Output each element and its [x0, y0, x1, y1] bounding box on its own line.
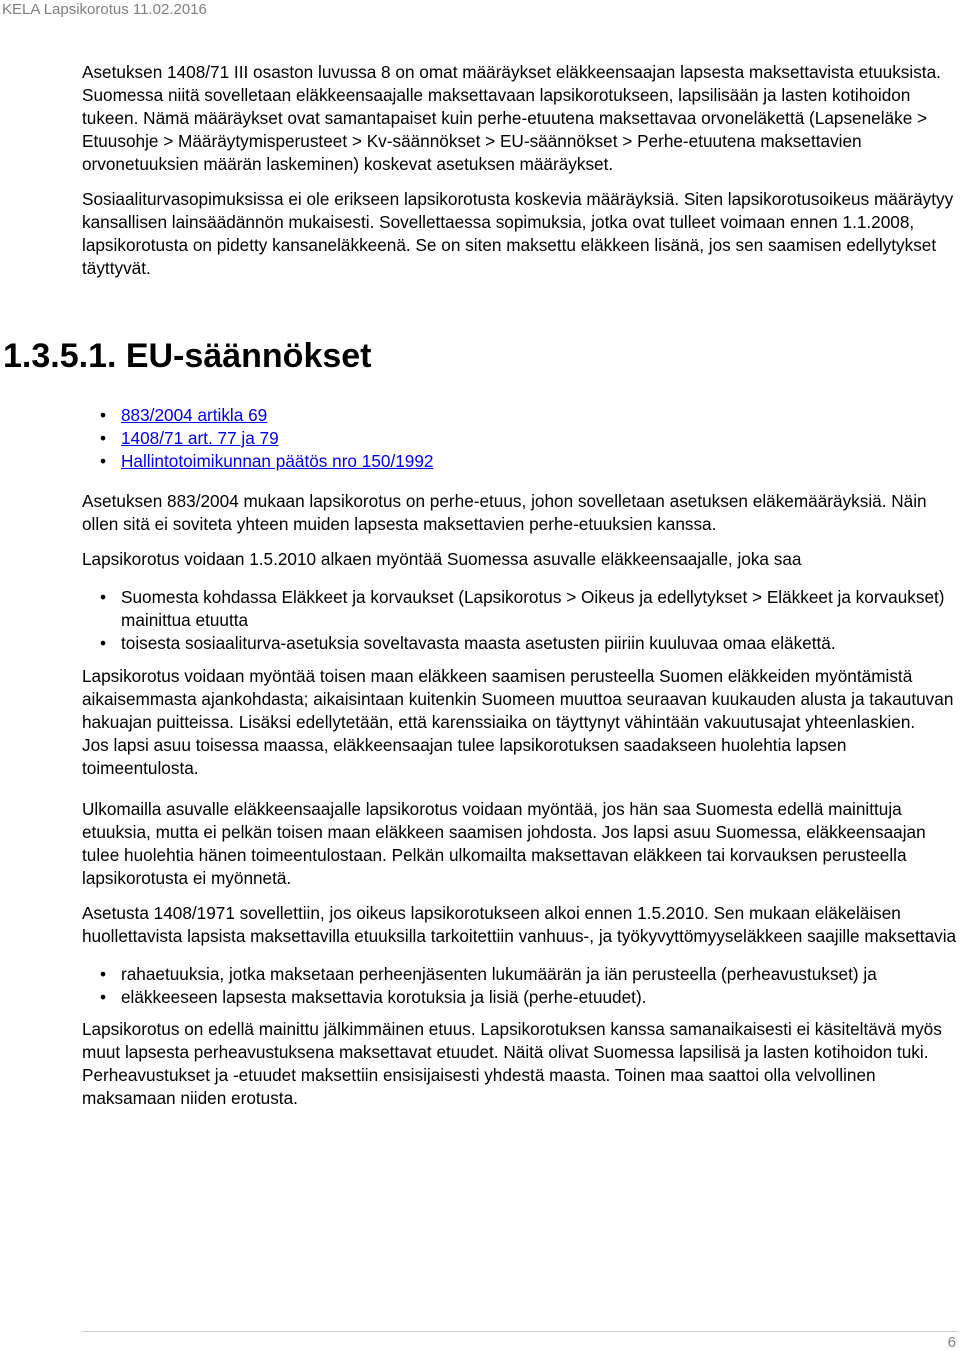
paragraph-social-security-agreements: Sosiaaliturvasopimuksissa ei ole erikseen lapsikorotusta koskevia määräyksiä. Siten lapsikorotusoikeus määräytyy kansallisen lainsäädännön mukaisesti. Sovellettaessa sopimuksia, jotka ovat tulleet voimaan ennen 1.1.2008, lapsikorotusta on pidetty kansaneläkkeenä. Se on siten maksettu eläkkeen lisänä, jos sen saamisen edellytykset täyttyvät.	[82, 189, 954, 278]
page-number: 6	[947, 1334, 956, 1351]
list-item	[82, 450, 958, 473]
paragraph-living-abroad: Ulkomailla asuvalle eläkkeensaajalle lapsikorotus voidaan myöntää, jos hän saa Suomesta edellä mainittuja etuuksia, mutta ei pelkän toisen maan eläkkeen saamisen johdosta. Jos lapsi asuu Suomessa, eläkkeensaajan tulee huolehtia hänen toimeentulostaan. Pelkän ulkomailta maksettavan eläkkeen tai korvauksen perusteella lapsikorotusta ei myönnetä.	[82, 799, 926, 888]
document-header: KELA Lapsikorotus 11.02.2016	[2, 1, 207, 18]
paragraph-other-country-pension: Lapsikorotus voidaan myöntää toisen maan eläkkeen saamisen perusteella Suomen eläkkeiden myöntämistä aikaisemmasta ajankohdasta; aikaisintaan kuitenkin Suomeen muuttoa seuraavan kuukauden alusta ja takautuvan hakuajan puitteissa. Lisäksi edellytetään, että karenssiaika on täyttynyt vähintään vakuutusajat yhteenlaskien.	[82, 666, 954, 732]
paragraph-child-abroad: Jos lapsi asuu toisessa maassa, eläkkeensaajan tulee lapsikorotuksen saadakseen huolehtia lapsen toimeentulosta.	[82, 735, 847, 778]
document-body	[3, 61, 958, 1110]
paragraph-from-2010: Lapsikorotus voidaan 1.5.2010 alkaen myöntää Suomessa asuvalle eläkkeensaajalle, joka saa	[82, 549, 802, 569]
section-heading: 1.3.5.1. EU-säännökset	[3, 337, 372, 375]
list-item	[82, 404, 958, 427]
list-item: • Suomesta kohdassa Eläkkeet ja korvaukset (Lapsikorotus > Oikeus ja edellytykset > Eläkkeet ja korvaukset) mainittua etuutta	[82, 586, 958, 632]
link-decision-150-1992[interactable]: Hallintotoimikunnan päätös nro 150/1992	[121, 451, 434, 471]
paragraph-child-increase-summary: Lapsikorotus on edellä mainittu jälkimmäinen etuus. Lapsikorotuksen kanssa samanaikaisesti ei käsiteltävä myös muut lapsesta perheavustuksena maksettavat etuudet. Näitä olivat Suomessa lapsilisä ja lasten kotihoidon tuki. Perheavustukset ja -etuudet maksettiin ensisijaisesti yhdestä maasta. Toinen maa saattoi olla velvollinen maksamaan niiden erotusta.	[82, 1019, 942, 1108]
conditions-list	[82, 586, 958, 655]
reference-link-list	[82, 404, 958, 473]
footer-divider	[82, 1331, 958, 1332]
link-1408-71[interactable]: 1408/71 art. 77 ja 79	[121, 428, 279, 448]
list-item: • eläkkeeseen lapsesta maksettavia korotuksia ja lisiä (perhe-etuudet).	[82, 986, 958, 1009]
paragraph-883-2004: Asetuksen 883/2004 mukaan lapsikorotus on perhe-etuus, johon sovelletaan asetuksen eläkemääräyksiä. Näin ollen sitä ei soviteta yhteen muiden lapsesta maksettavien perhe-etuuksien kanssa.	[82, 491, 927, 534]
paragraph-regulation-1408-1971: Asetusta 1408/1971 sovellettiin, jos oikeus lapsikorotukseen alkoi ennen 1.5.2010. Sen mukaan eläkeläisen huollettavista lapsista maksettavilla etuuksilla tarkoitettiin vanhuus-, ja työkyvyttömyyseläkkeen saajille maksettavia	[82, 903, 957, 946]
benefits-list	[82, 963, 958, 1009]
link-883-2004[interactable]: 883/2004 artikla 69	[121, 405, 268, 425]
list-item	[82, 427, 958, 450]
list-item: • rahaetuuksia, jotka maksetaan perheenjäsenten lukumäärän ja iän perusteella (perheavustukset) ja	[82, 963, 958, 986]
list-item: • toisesta sosiaaliturva-asetuksia soveltavasta maasta asetusten piiriin kuuluvaa omaa eläkettä.	[82, 632, 958, 655]
paragraph-eu-regulation-1408: Asetuksen 1408/71 III osaston luvussa 8 on omat määräykset eläkkeensaajan lapsesta maksettavista etuuksista. Suomessa niitä sovelletaan eläkkeensaajalle maksettavaan lapsikorotukseen, lapsilisään ja lasten kotihoidon tukeen. Nämä määräykset ovat samantapaiset kuin perhe-etuutena maksettavaa orvoneläkettä (Lapseneläke > Etuusohje > Määräytymisperusteet > Kv-säännökset > EU-säännökset > Perhe-etuutena maksettavien orvonetuuksien määrän laskeminen) koskevat asetuksen määräykset.	[82, 62, 941, 174]
